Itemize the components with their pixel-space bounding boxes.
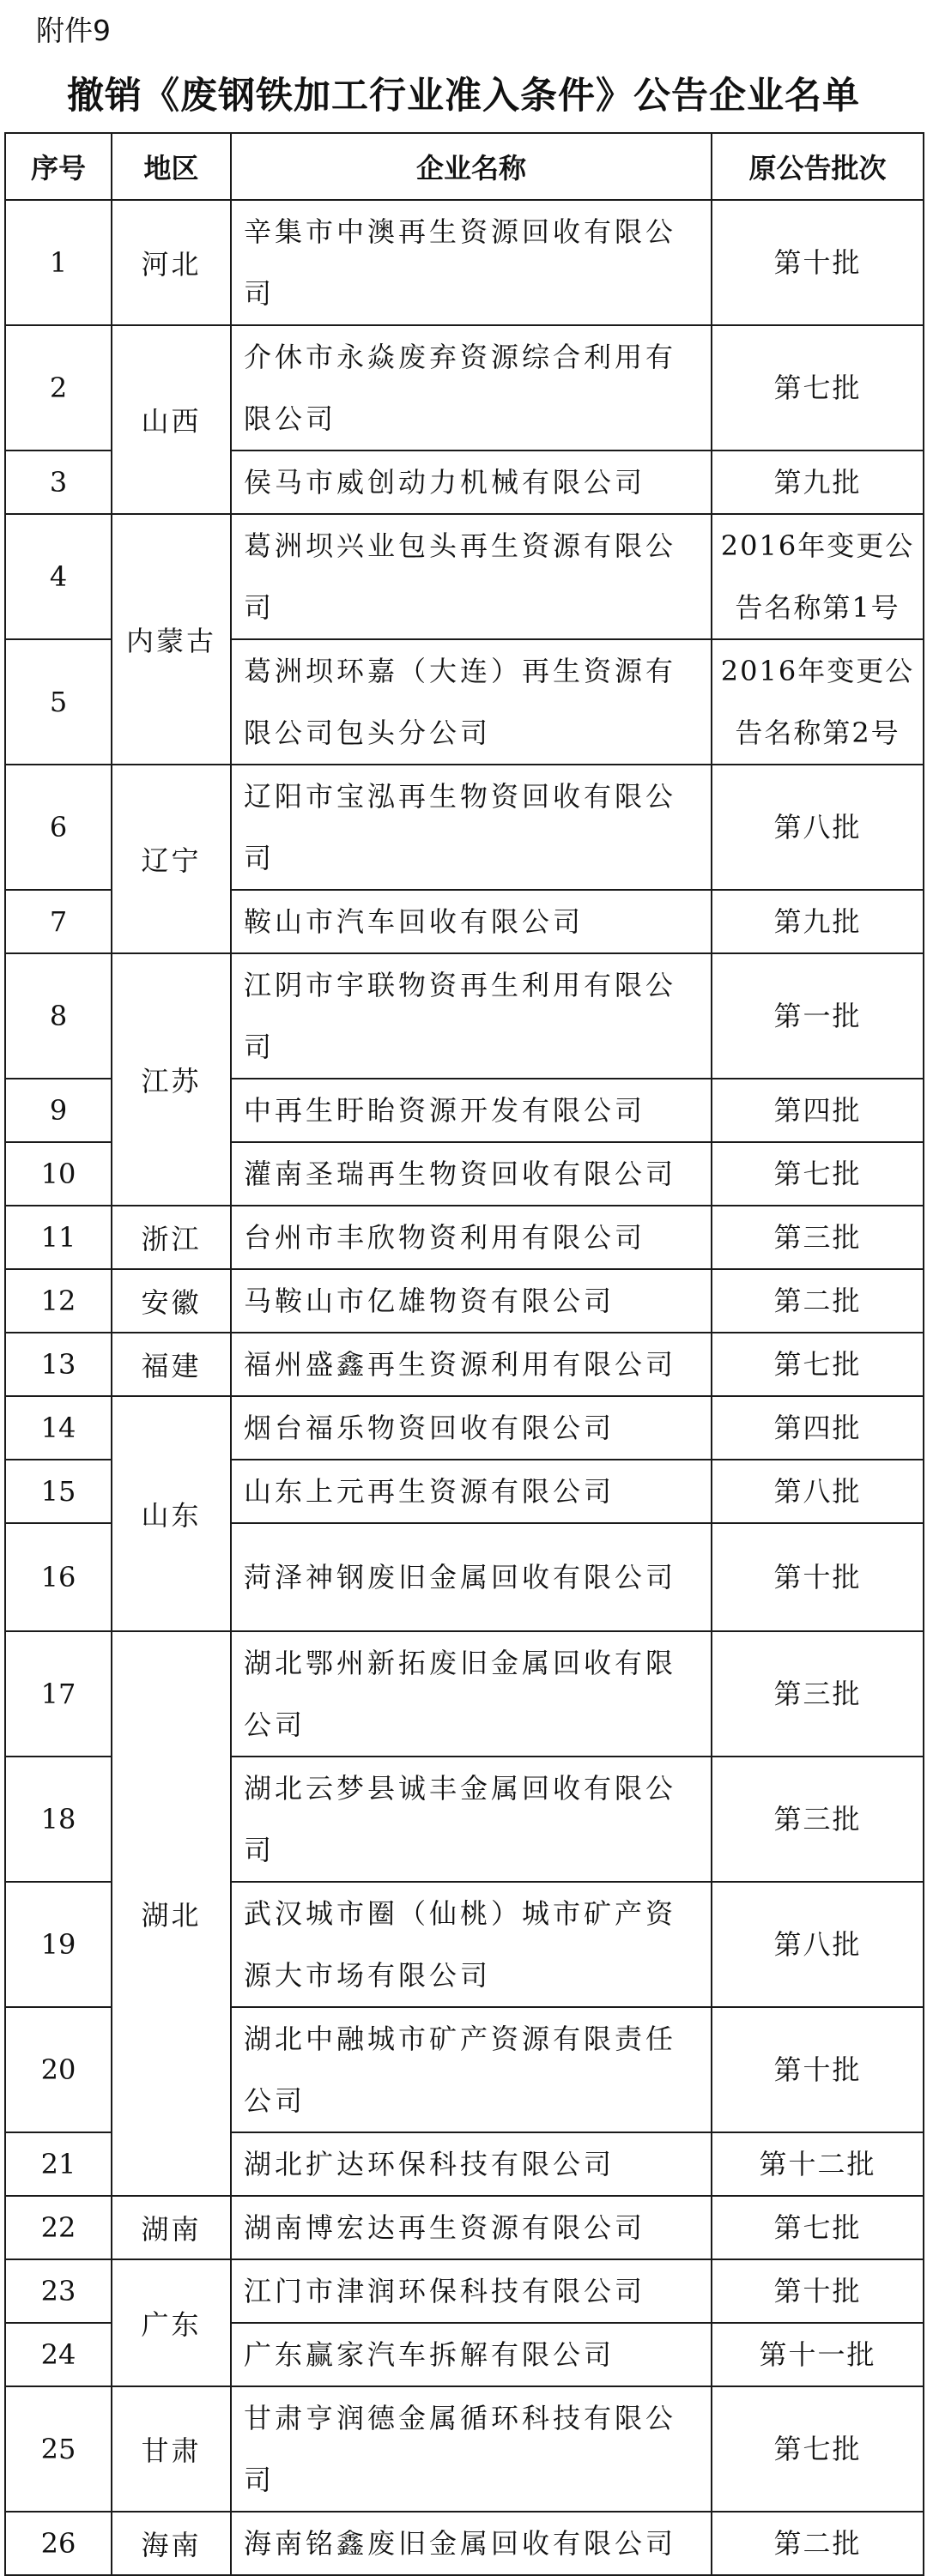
row-number: 19 <box>5 1882 112 2007</box>
company-name: 辽阳市宝泓再生物资回收有限公司 <box>231 765 712 890</box>
region-cell: 山西 <box>112 325 231 514</box>
row-number: 7 <box>5 890 112 953</box>
table-row <box>5 200 924 325</box>
table-row <box>5 1631 924 1757</box>
company-name: 江门市津润环保科技有限公司 <box>231 2259 712 2323</box>
original-batch: 第七批 <box>712 2386 924 2512</box>
table-row <box>5 1333 924 1396</box>
region-cell: 广东 <box>112 2259 231 2386</box>
row-number: 23 <box>5 2259 112 2323</box>
company-name: 中再生盱眙资源开发有限公司 <box>231 1079 712 1142</box>
column-header-batch: 原公告批次 <box>712 133 924 200</box>
row-number: 24 <box>5 2323 112 2386</box>
table-row <box>5 1396 924 1460</box>
column-header-number: 序号 <box>5 133 112 200</box>
table-row <box>5 1206 924 1269</box>
column-header-region: 地区 <box>112 133 231 200</box>
company-name: 广东赢家汽车拆解有限公司 <box>231 2323 712 2386</box>
column-header-company: 企业名称 <box>231 133 712 200</box>
row-number: 12 <box>5 1269 112 1333</box>
row-number: 10 <box>5 1142 112 1206</box>
company-name: 武汉城市圈（仙桃）城市矿产资源大市场有限公司 <box>231 1882 712 2007</box>
original-batch: 第三批 <box>712 1206 924 1269</box>
original-batch: 第七批 <box>712 2196 924 2259</box>
original-batch: 第七批 <box>712 1333 924 1396</box>
company-name: 台州市丰欣物资利用有限公司 <box>231 1206 712 1269</box>
company-name: 辛集市中澳再生资源回收有限公司 <box>231 200 712 325</box>
region-cell: 内蒙古 <box>112 514 231 765</box>
company-name: 福州盛鑫再生资源利用有限公司 <box>231 1333 712 1396</box>
company-name: 马鞍山市亿雄物资有限公司 <box>231 1269 712 1333</box>
table-header-row <box>5 133 924 200</box>
company-name: 介休市永焱废弃资源综合利用有限公司 <box>231 325 712 450</box>
table-row <box>5 953 924 1079</box>
company-list-table <box>4 132 924 2576</box>
row-number: 5 <box>5 639 112 765</box>
company-name: 葛洲坝兴业包头再生资源有限公司 <box>231 514 712 639</box>
row-number: 8 <box>5 953 112 1079</box>
company-name: 湖北扩达环保科技有限公司 <box>231 2132 712 2196</box>
region-cell: 浙江 <box>112 1206 231 1269</box>
company-name: 灌南圣瑞再生物资回收有限公司 <box>231 1142 712 1206</box>
company-name: 山东上元再生资源有限公司 <box>231 1460 712 1523</box>
original-batch: 第二批 <box>712 2512 924 2575</box>
region-cell: 湖北 <box>112 1631 231 2196</box>
original-batch: 第九批 <box>712 450 924 514</box>
original-batch: 第十批 <box>712 1523 924 1631</box>
original-batch: 第三批 <box>712 1631 924 1757</box>
region-cell: 湖南 <box>112 2196 231 2259</box>
table-row <box>5 2259 924 2323</box>
row-number: 25 <box>5 2386 112 2512</box>
company-name: 江阴市宇联物资再生利用有限公司 <box>231 953 712 1079</box>
table-row <box>5 325 924 450</box>
original-batch: 第八批 <box>712 1882 924 2007</box>
region-cell: 甘肃 <box>112 2386 231 2512</box>
row-number: 15 <box>5 1460 112 1523</box>
original-batch: 第七批 <box>712 325 924 450</box>
original-batch: 第一批 <box>712 953 924 1079</box>
original-batch: 第十一批 <box>712 2323 924 2386</box>
row-number: 2 <box>5 325 112 450</box>
company-name: 海南铭鑫废旧金属回收有限公司 <box>231 2512 712 2575</box>
original-batch: 第十二批 <box>712 2132 924 2196</box>
original-batch: 第十批 <box>712 2259 924 2323</box>
region-cell: 福建 <box>112 1333 231 1396</box>
document-title: 撤销《废钢铁加工行业准入条件》公告企业名单 <box>67 75 860 118</box>
region-cell: 山东 <box>112 1396 231 1631</box>
company-name: 湖南博宏达再生资源有限公司 <box>231 2196 712 2259</box>
original-batch: 第八批 <box>712 1460 924 1523</box>
original-batch: 第十批 <box>712 200 924 325</box>
original-batch: 第九批 <box>712 890 924 953</box>
row-number: 16 <box>5 1523 112 1631</box>
row-number: 17 <box>5 1631 112 1757</box>
region-cell: 安徽 <box>112 1269 231 1333</box>
table-body <box>5 200 924 2575</box>
region-cell: 河北 <box>112 200 231 325</box>
company-name: 侯马市威创动力机械有限公司 <box>231 450 712 514</box>
company-name: 菏泽神钢废旧金属回收有限公司 <box>231 1523 712 1631</box>
row-number: 14 <box>5 1396 112 1460</box>
row-number: 26 <box>5 2512 112 2575</box>
row-number: 3 <box>5 450 112 514</box>
row-number: 21 <box>5 2132 112 2196</box>
row-number: 20 <box>5 2007 112 2132</box>
company-name: 甘肃亨润德金属循环科技有限公司 <box>231 2386 712 2512</box>
row-number: 13 <box>5 1333 112 1396</box>
table-row <box>5 2386 924 2512</box>
original-batch: 2016年变更公告名称第1号 <box>712 514 924 639</box>
original-batch: 2016年变更公告名称第2号 <box>712 639 924 765</box>
original-batch: 第七批 <box>712 1142 924 1206</box>
table-row <box>5 2196 924 2259</box>
company-name: 湖北中融城市矿产资源有限责任公司 <box>231 2007 712 2132</box>
company-name: 鞍山市汽车回收有限公司 <box>231 890 712 953</box>
row-number: 6 <box>5 765 112 890</box>
attachment-label: 附件9 <box>36 14 111 47</box>
company-name: 烟台福乐物资回收有限公司 <box>231 1396 712 1460</box>
region-cell: 辽宁 <box>112 765 231 953</box>
row-number: 18 <box>5 1757 112 1882</box>
row-number: 4 <box>5 514 112 639</box>
original-batch: 第二批 <box>712 1269 924 1333</box>
company-name: 湖北云梦县诚丰金属回收有限公司 <box>231 1757 712 1882</box>
table-row <box>5 765 924 890</box>
row-number: 9 <box>5 1079 112 1142</box>
original-batch: 第八批 <box>712 765 924 890</box>
company-name: 葛洲坝环嘉（大连）再生资源有限公司包头分公司 <box>231 639 712 765</box>
original-batch: 第四批 <box>712 1396 924 1460</box>
table-row <box>5 2512 924 2575</box>
row-number: 1 <box>5 200 112 325</box>
table-row <box>5 514 924 639</box>
table-row <box>5 1269 924 1333</box>
original-batch: 第十批 <box>712 2007 924 2132</box>
original-batch: 第三批 <box>712 1757 924 1882</box>
row-number: 22 <box>5 2196 112 2259</box>
original-batch: 第四批 <box>712 1079 924 1142</box>
region-cell: 海南 <box>112 2512 231 2575</box>
row-number: 11 <box>5 1206 112 1269</box>
company-name: 湖北鄂州新拓废旧金属回收有限公司 <box>231 1631 712 1757</box>
region-cell: 江苏 <box>112 953 231 1206</box>
